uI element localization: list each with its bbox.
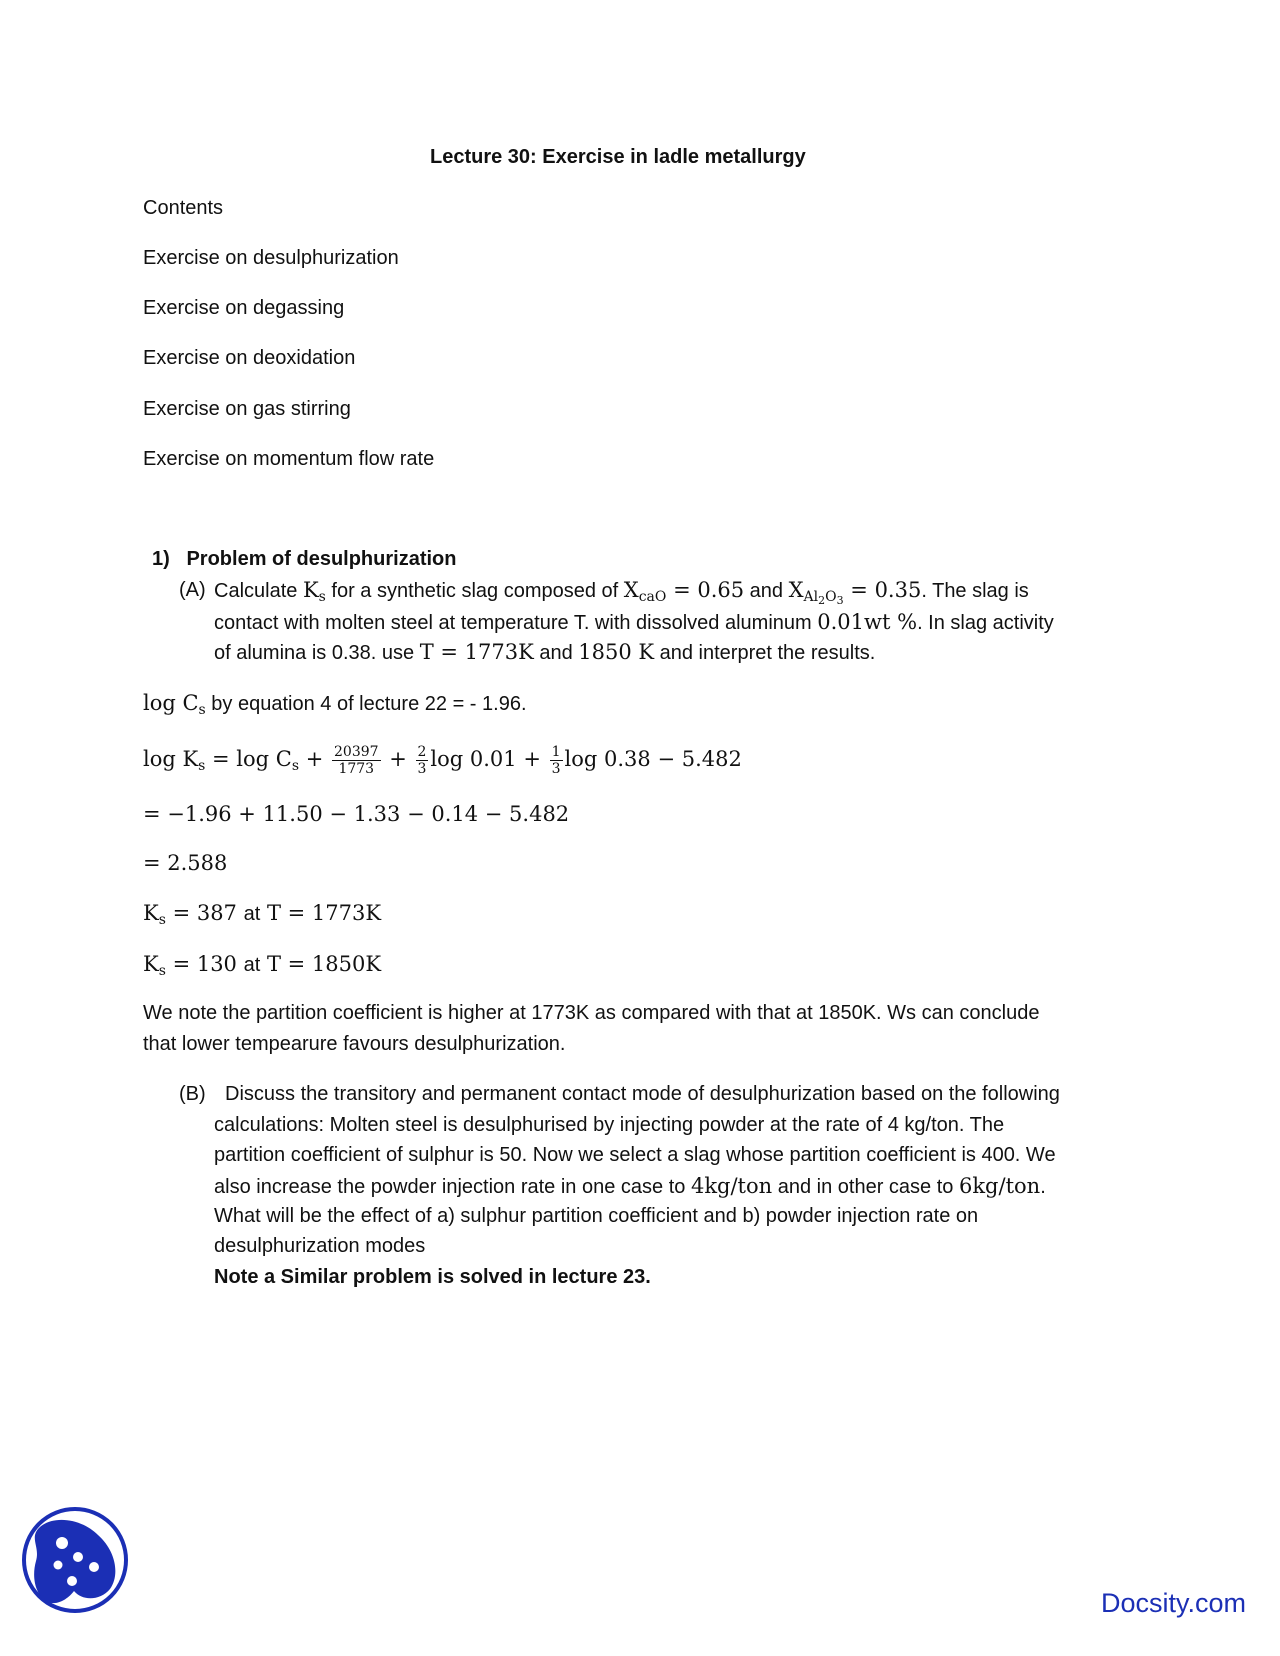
part-b-line-1: Discuss the transitory and permanent contact mode of desulphurization based on the following (225, 1083, 1060, 1105)
page-title: Lecture 30: Exercise in ladle metallurgy (430, 146, 806, 168)
part-b-note: Note a Similar problem is solved in lecture 23. (214, 1266, 651, 1288)
part-a-line-1: Calculate $K_s$ for a synthetic slag composed of $X_{caO} = 0.65$ and $X_{Al_2O_3} = 0.35$. The slag is (214, 578, 1029, 607)
contents-item: Exercise on gas stirring (143, 398, 351, 420)
equation-step-3: = 2.588 (143, 851, 228, 875)
problem-title: Problem of desulphurization (186, 548, 457, 570)
docsity-logo-icon (20, 1505, 130, 1615)
contents-item: Exercise on desulphurization (143, 247, 399, 269)
part-b-line-2: calculations: Molten steel is desulphurised by injecting powder at the rate of 4 kg/ton. The (214, 1114, 1005, 1136)
fraction: $\frac{2}{3}$ (417, 744, 427, 777)
part-b-line-3: partition coefficient of sulphur is 50. Now we select a slag whose partition coefficient is 400. We (214, 1144, 1056, 1166)
contents-item: Exercise on momentum flow rate (143, 448, 435, 470)
equation-ks-1773: $K_s = 387$ at T = 1773K (143, 901, 382, 928)
log-cs-statement: $\log C_s$ by equation 4 of lecture 22 = - 1.96. (143, 691, 527, 718)
part-b-line-5: What will be the effect of a) sulphur partition coefficient and b) powder injection rate on (214, 1205, 979, 1227)
fraction: $\frac{20397}{1773}$ (334, 744, 379, 777)
part-b-line-6: desulphurization modes (214, 1235, 426, 1257)
contents-heading: Contents (143, 197, 224, 219)
docsity-brand-link[interactable]: Docsity.com (1101, 1588, 1247, 1618)
part-a-line-3: of alumina is 0.38. use T = 1773K and 1850 K and interpret the results. (214, 640, 876, 664)
conclusion-line-2: that lower tempearure favours desulphurization. (143, 1033, 566, 1055)
equation-log-ks: $\log K_s = \log C_s$ + $\frac{20397}{1773}$ + $\frac{2}{3}$ log 0.01 + $\frac{1}{3}$ log 0.38 − 5.482 (143, 744, 742, 777)
part-a-line-2: contact with molten steel at temperature T. with dissolved aluminum 0.01wt %. In slag activity (214, 610, 1054, 634)
equation-step-2: = −1.96 + 11.50 − 1.33 − 0.14 − 5.482 (143, 802, 570, 826)
conclusion-line-1: We note the partition coefficient is higher at 1773K as compared with that at 1850K. Ws can conclude (143, 1002, 1040, 1024)
fraction: $\frac{1}{3}$ (551, 744, 561, 777)
equation-ks-1850: $K_s = 130$ at T = 1850K (143, 952, 382, 979)
problem-number: 1) (152, 548, 170, 570)
part-b-line-4: also increase the powder injection rate in one case to 4kg/ton and in other case to 6kg/ton. (214, 1174, 1046, 1198)
part-b-label: (B) (179, 1083, 206, 1105)
contents-item: Exercise on degassing (143, 297, 345, 319)
problem-heading (152, 545, 456, 573)
contents-item: Exercise on deoxidation (143, 347, 356, 369)
part-a-label: (A) (179, 579, 206, 601)
